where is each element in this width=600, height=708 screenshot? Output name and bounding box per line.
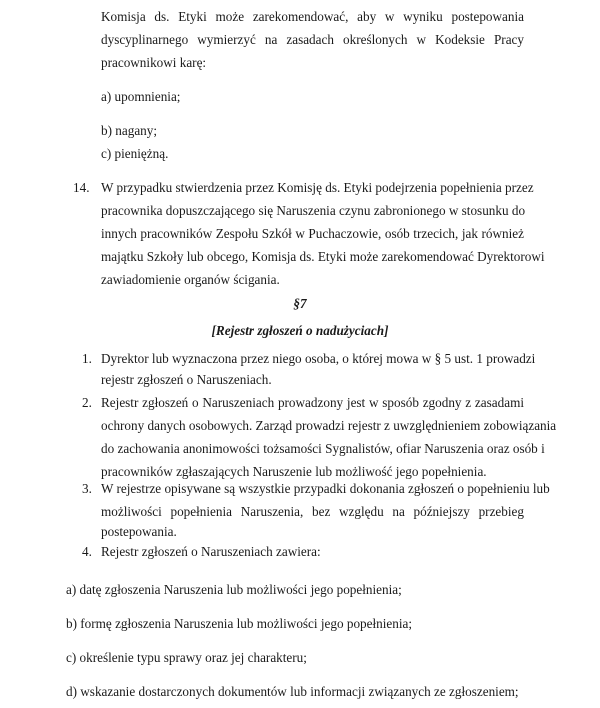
- penalty-item: b) nagany;: [101, 123, 158, 138]
- list-item-line: W rejestrze opisywane są wszystkie przypadki dokonania zgłoszeń o popełnieniu lub: [101, 481, 550, 496]
- list-number: 2.: [82, 395, 92, 410]
- paragraph-line: pracownikowi karę:: [101, 55, 207, 70]
- paragraph-line: zawiadomienie organów ścigania.: [101, 272, 280, 287]
- list-item-line: możliwości popełnienia Naruszenia, bez względu na późniejszy przebieg: [101, 504, 524, 519]
- penalty-item: c) pieniężną.: [101, 146, 169, 161]
- register-content-item: a) datę zgłoszenia Naruszenia lub możliwości jego popełnienia;: [66, 582, 402, 597]
- paragraph-line: dyscyplinarnego wymierzyć na zasadach określonych w Kodeksie Pracy: [101, 32, 524, 47]
- register-content-item: c) określenie typu sprawy oraz jej charakteru;: [66, 650, 307, 665]
- list-item-line: pracowników zgłaszających Naruszenie lub możliwość jego popełnienia.: [101, 464, 487, 479]
- list-item-line: postepowania.: [101, 524, 177, 539]
- list-item-line: do zachowania anonimowości tożsamości Sygnalistów, ofiar Naruszenia oraz osób i: [101, 441, 545, 456]
- register-content-item: d) wskazanie dostarczonych dokumentów lub informacji związanych ze zgłoszeniem;: [66, 684, 519, 699]
- list-number: 14.: [73, 180, 90, 195]
- paragraph-line: Komisja ds. Etyki może zarekomendować, aby w wyniku postepowania: [101, 9, 524, 24]
- penalty-item: a) upomnienia;: [101, 89, 181, 104]
- section-title: [Rejestr zgłoszeń o nadużyciach]: [211, 323, 389, 338]
- paragraph-line: W przypadku stwierdzenia przez Komisję ds. Etyki podejrzenia popełnienia przez: [101, 180, 534, 195]
- list-item-line: Dyrektor lub wyznaczona przez niego osoba, o której mowa w § 5 ust. 1 prowadzi: [101, 351, 536, 366]
- list-number: 1.: [82, 351, 92, 366]
- list-item-line: Rejestr zgłoszeń o Naruszeniach zawiera:: [101, 544, 321, 559]
- register-content-item: b) formę zgłoszenia Naruszenia lub możliwości jego popełnienia;: [66, 616, 413, 631]
- paragraph-line: innych pracowników Zespołu Szkół w Puchaczowie, osób trzecich, jak również: [101, 226, 524, 241]
- list-number: 3.: [82, 481, 92, 496]
- list-item-line: rejestr zgłoszeń o Naruszeniach.: [101, 372, 272, 387]
- section-number: §7: [293, 296, 307, 311]
- list-number: 4.: [82, 544, 92, 559]
- paragraph-line: pracownika dopuszczającego się Naruszenia czynu zabronionego w stosunku do: [101, 203, 526, 218]
- list-item-line: ochrony danych osobowych. Zarząd prowadzi rejestr z uwzględnieniem zobowiązania: [101, 418, 557, 433]
- list-item-line: Rejestr zgłoszeń o Naruszeniach prowadzony jest w sposób zgodny z zasadami: [101, 395, 524, 410]
- paragraph-line: majątku Szkoły lub obcego, Komisja ds. Etyki może zarekomendować Dyrektorowi: [101, 249, 545, 264]
